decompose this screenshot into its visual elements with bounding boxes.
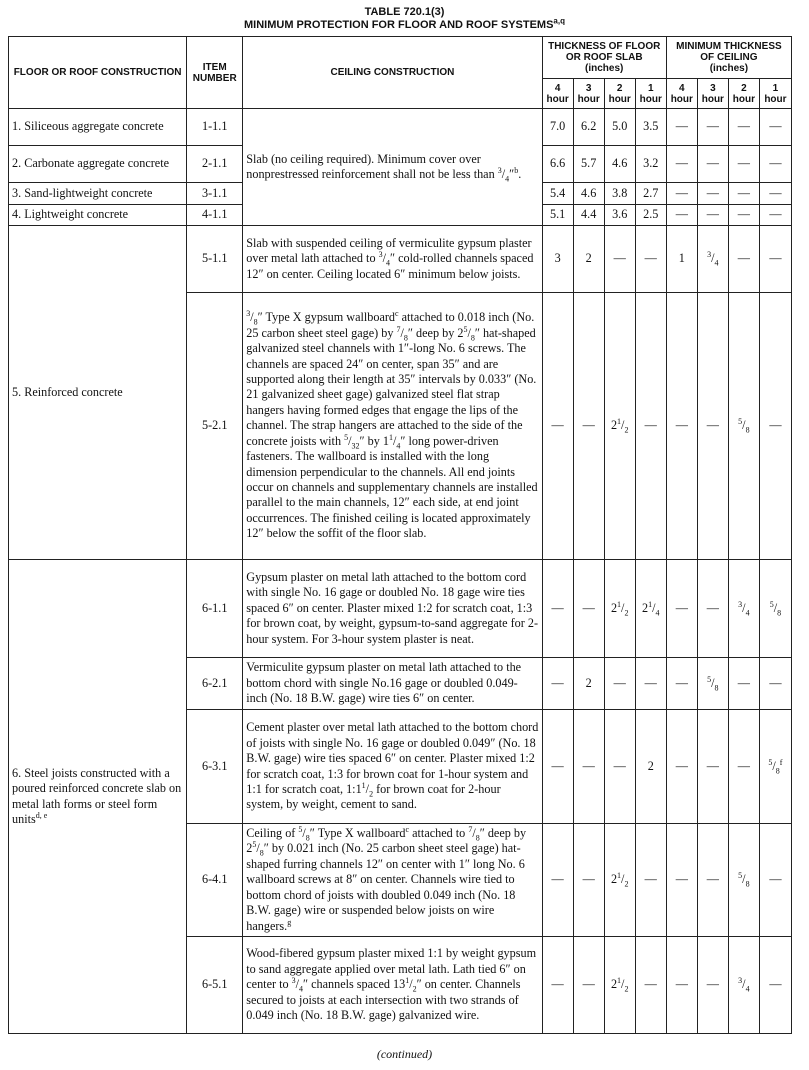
group-label: 1. Siliceous aggregate concrete bbox=[9, 109, 187, 146]
value-cell: — bbox=[666, 205, 697, 226]
value-cell: — bbox=[697, 824, 728, 937]
value-cell: — bbox=[697, 293, 728, 560]
value-cell: — bbox=[666, 710, 697, 824]
value-cell: — bbox=[759, 205, 791, 226]
value-cell: — bbox=[542, 937, 573, 1034]
value-cell: 6.6 bbox=[542, 146, 573, 183]
value-cell: — bbox=[635, 226, 666, 293]
ceiling-description: Cement plaster over metal lath attached to the bottom chord of joists with single No. 16 gage or doubled 0.049″ (No. 18 B.W. gage) wire ties spaced 6″ on center. Plaster mixed 1:2 for scratch coat, 1:3 for brown coat for 1-hour system and 1:1 for scratch coat, $1:1^1/_2$ for brown coat for 2-hour system, by weight, cement to sand. bbox=[243, 710, 542, 824]
value-cell: — bbox=[759, 146, 791, 183]
value-cell: — bbox=[666, 824, 697, 937]
value-cell: 2 bbox=[573, 658, 604, 710]
value-cell: — bbox=[728, 226, 759, 293]
value-cell: 2 bbox=[635, 710, 666, 824]
item-number: 6-2.1 bbox=[187, 658, 243, 710]
value-cell: — bbox=[728, 146, 759, 183]
item-number: 6-4.1 bbox=[187, 824, 243, 937]
table-title-note: a,q bbox=[553, 16, 565, 26]
value-cell: 7.0 bbox=[542, 109, 573, 146]
item-number: 4-1.1 bbox=[187, 205, 243, 226]
value-cell: — bbox=[759, 824, 791, 937]
ceiling-description: $^3/_8''$ Type X gypsum wallboard$^c$ attached to 0.018 inch (No. 25 carbon sheet steel gage) by $^7/_8''$ deep by $2^5/_8''$ hat-shaped galvanized steel channels with 1″-long No. 6 screws. The channels are spaced 24″ on center, span 35″ and are supported along their length at 35″ intervals by 0.033″ (No. 21 galvanized sheet gage) galvanized steel flat strap hangers having formed edges that engage the lips of the channel. The strap hangers are attached to the side of the concrete joists with $^5/_{32}''$ by $1^1/_4''$ long power-driven fasteners. The wallboard is installed with the long dimension perpendicular to the channels. All end joints occur on channels and supplementary channels are installed parallel to the main channels, 12″ each side, at end joint occurrences. The finished ceiling is located approximately 12″ below the soffit of the floor slab. bbox=[243, 293, 542, 560]
value-cell: $^3/_4$ bbox=[728, 560, 759, 658]
hour-header: 1 hour bbox=[635, 79, 666, 109]
value-cell: — bbox=[728, 183, 759, 205]
value-cell: — bbox=[604, 710, 635, 824]
item-number: 3-1.1 bbox=[187, 183, 243, 205]
table-row bbox=[9, 109, 792, 146]
ceiling-description: Wood-fibered gypsum plaster mixed 1:1 by weight gypsum to sand aggregate applied over metal lath. Lath tied 6″ on center to $^3/_4''$ channels spaced $13^1/_2''$ on center. Channels secured to joists at each intersection with two strands of 0.049 inch (No. 18 B.W. gage) galvanized wire. bbox=[243, 937, 542, 1034]
ceiling-description: Slab (no ceiling required). Minimum cover over nonprestressed reinforcement shall not be less than $^3/_4''^b$. bbox=[243, 109, 542, 226]
value-cell: — bbox=[728, 109, 759, 146]
value-cell: — bbox=[542, 658, 573, 710]
ceiling-group-label: MINIMUM THICKNESS OF CEILING bbox=[676, 41, 782, 63]
value-cell: — bbox=[759, 109, 791, 146]
hour-header: 3 hour bbox=[697, 79, 728, 109]
value-cell: $2^1/_4$ bbox=[635, 560, 666, 658]
value-cell: — bbox=[728, 710, 759, 824]
value-cell: 5.7 bbox=[573, 146, 604, 183]
group-label: 3. Sand-lightweight concrete bbox=[9, 183, 187, 205]
value-cell: — bbox=[635, 937, 666, 1034]
value-cell: — bbox=[697, 183, 728, 205]
value-cell: — bbox=[573, 710, 604, 824]
value-cell: 2.7 bbox=[635, 183, 666, 205]
value-cell: — bbox=[697, 710, 728, 824]
slab-group-label: THICKNESS OF FLOOR OR ROOF SLAB bbox=[548, 41, 661, 63]
ceiling-description: Slab with suspended ceiling of vermiculite gypsum plaster over metal lath attached to $^3/_4''$ cold-rolled channels spaced 12″ on center. Ceiling located 6″ minimum below joists. bbox=[243, 226, 542, 293]
hour-header: 4 hour bbox=[542, 79, 573, 109]
value-cell: — bbox=[759, 937, 791, 1034]
slab-group-units: (inches) bbox=[585, 63, 624, 74]
value-cell: — bbox=[697, 205, 728, 226]
protection-table bbox=[8, 36, 792, 1034]
value-cell: $^5/_8^f$ bbox=[759, 710, 791, 824]
value-cell: — bbox=[666, 146, 697, 183]
item-number: 5-1.1 bbox=[187, 226, 243, 293]
table-row bbox=[9, 226, 792, 293]
value-cell: 2 bbox=[573, 226, 604, 293]
value-cell: — bbox=[728, 205, 759, 226]
table-row bbox=[9, 560, 792, 658]
ceiling-description: Vermiculite gypsum plaster on metal lath attached to the bottom chord with single No.16 gage or doubled 0.049-inch (No. 18 B.W. gage) wire ties 6″ on center. bbox=[243, 658, 542, 710]
value-cell: — bbox=[604, 658, 635, 710]
group-label: 4. Lightweight concrete bbox=[9, 205, 187, 226]
value-cell: — bbox=[573, 937, 604, 1034]
value-cell: $^5/_8$ bbox=[728, 293, 759, 560]
table-number: TABLE 720.1(3) bbox=[364, 6, 445, 18]
value-cell: 3.5 bbox=[635, 109, 666, 146]
value-cell: 5.0 bbox=[604, 109, 635, 146]
item-number: 6-1.1 bbox=[187, 560, 243, 658]
hour-header: 1 hour bbox=[759, 79, 791, 109]
continued-note: (continued) bbox=[376, 1047, 433, 1061]
col-header-ceiling-thickness bbox=[666, 37, 791, 79]
col-header-floor-roof: FLOOR OR ROOF CONSTRUCTION bbox=[9, 37, 187, 109]
group-label-note: d, e bbox=[35, 810, 48, 820]
value-cell: — bbox=[697, 560, 728, 658]
item-number: 5-2.1 bbox=[187, 293, 243, 560]
col-header-ceiling: CEILING CONSTRUCTION bbox=[243, 37, 542, 109]
value-cell: — bbox=[759, 183, 791, 205]
hour-header: 3 hour bbox=[573, 79, 604, 109]
value-cell: $^3/_4$ bbox=[728, 937, 759, 1034]
hour-header: 2 hour bbox=[604, 79, 635, 109]
item-number: 6-3.1 bbox=[187, 710, 243, 824]
value-cell: 3 bbox=[542, 226, 573, 293]
value-cell: — bbox=[666, 109, 697, 146]
value-cell: $^5/_8$ bbox=[759, 560, 791, 658]
value-cell: 3.2 bbox=[635, 146, 666, 183]
value-cell: — bbox=[573, 560, 604, 658]
value-cell: — bbox=[666, 658, 697, 710]
value-cell: — bbox=[635, 824, 666, 937]
value-cell: 3.8 bbox=[604, 183, 635, 205]
value-cell: 4.6 bbox=[573, 183, 604, 205]
value-cell: — bbox=[542, 710, 573, 824]
value-cell: 4.6 bbox=[604, 146, 635, 183]
value-cell: — bbox=[635, 293, 666, 560]
value-cell: 5.1 bbox=[542, 205, 573, 226]
value-cell: — bbox=[635, 658, 666, 710]
value-cell: $2^1/_2$ bbox=[604, 937, 635, 1034]
table-title-text: MINIMUM PROTECTION FOR FLOOR AND ROOF SYSTEMS bbox=[244, 19, 554, 31]
hour-header: 4 hour bbox=[666, 79, 697, 109]
value-cell: — bbox=[573, 824, 604, 937]
value-cell: — bbox=[666, 937, 697, 1034]
value-cell: 1 bbox=[666, 226, 697, 293]
item-number: 6-5.1 bbox=[187, 937, 243, 1034]
value-cell: — bbox=[573, 293, 604, 560]
value-cell: $^5/_8$ bbox=[697, 658, 728, 710]
value-cell: — bbox=[697, 937, 728, 1034]
value-cell: $2^1/_2$ bbox=[604, 824, 635, 937]
table-title bbox=[0, 16, 809, 32]
item-number: 2-1.1 bbox=[187, 146, 243, 183]
value-cell: 6.2 bbox=[573, 109, 604, 146]
value-cell: — bbox=[666, 560, 697, 658]
value-cell: 2.5 bbox=[635, 205, 666, 226]
ceiling-group-units: (inches) bbox=[709, 63, 749, 74]
value-cell: $^5/_8$ bbox=[728, 824, 759, 937]
value-cell: 5.4 bbox=[542, 183, 573, 205]
value-cell: — bbox=[542, 560, 573, 658]
col-header-item-number: ITEM NUMBER bbox=[187, 37, 243, 109]
value-cell: 3.6 bbox=[604, 205, 635, 226]
value-cell: — bbox=[666, 183, 697, 205]
value-cell: — bbox=[666, 293, 697, 560]
value-cell: — bbox=[697, 109, 728, 146]
value-cell: — bbox=[542, 293, 573, 560]
hour-header: 2 hour bbox=[728, 79, 759, 109]
value-cell: $^3/_4$ bbox=[697, 226, 728, 293]
group-label bbox=[9, 560, 187, 1034]
value-cell: $2^1/_2$ bbox=[604, 560, 635, 658]
value-cell: — bbox=[728, 658, 759, 710]
ceiling-description: Ceiling of $^5/_8''$ Type X wallboard$^c$ attached to $^7/_8''$ deep by $2^5/_8''$ by 0.021 inch (No. 25 carbon sheet steel gage) hat-shaped furring channels 12″ on center with 1″ long No. 6 wallboard screws at 8″ on center. Channels wire tied to bottom chord of joists with doubled 0.049 inch (No. 18 B.W. gage) wire or suspended below joists on wire hangers.$^g$ bbox=[243, 824, 542, 937]
value-cell: — bbox=[759, 226, 791, 293]
value-cell: — bbox=[697, 146, 728, 183]
group-label-text: 6. Steel joists constructed with a poured reinforced concrete slab on metal lath forms or steel form units bbox=[12, 765, 182, 826]
group-label: 2. Carbonate aggregate concrete bbox=[9, 146, 187, 183]
group-label: 5. Reinforced concrete bbox=[9, 226, 187, 560]
value-cell: — bbox=[759, 293, 791, 560]
value-cell: $2^1/_2$ bbox=[604, 293, 635, 560]
value-cell: 4.4 bbox=[573, 205, 604, 226]
value-cell: — bbox=[604, 226, 635, 293]
ceiling-description: Gypsum plaster on metal lath attached to the bottom cord with single No. 16 gage or doubled No. 18 gage wire ties spaced 6″ on center. Plaster mixed 1:2 for scratch coat, 1:3 for brown coat, by weight, gypsum-to-sand aggregate for 2-hour system. For 3-hour system plaster is neat. bbox=[243, 560, 542, 658]
col-header-slab-thickness bbox=[542, 37, 666, 79]
item-number: 1-1.1 bbox=[187, 109, 243, 146]
value-cell: — bbox=[759, 658, 791, 710]
value-cell: — bbox=[542, 824, 573, 937]
